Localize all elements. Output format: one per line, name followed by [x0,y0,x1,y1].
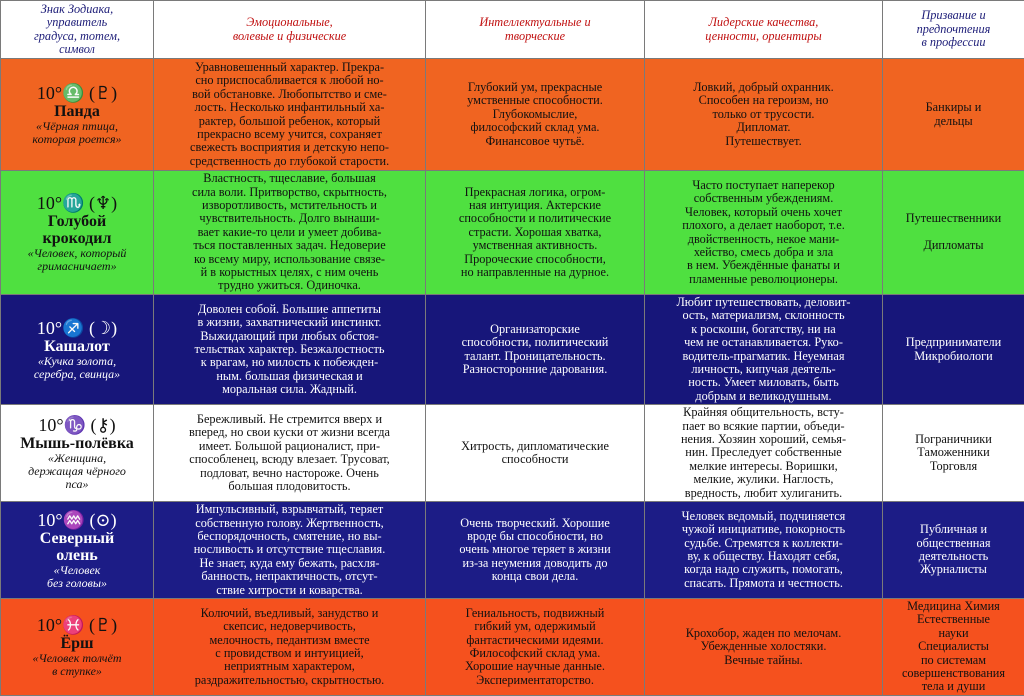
totem-symbol: «Человек без головы» [4,564,150,590]
intellectual-cell: Хитрость, дипломатические способности [426,405,645,502]
table-row [1,405,1024,502]
profession-cell: Путешественники Дипломаты [883,171,1024,295]
intellectual-cell: Очень творческий. Хорошие вроде бы способности, но очень многое теряет в жизни из-за неумения доводить до конца свои дела. [426,502,645,599]
totem-symbol: «Человек, который гримасничает» [4,247,150,273]
totem-name: Мышь-полёвка [4,435,150,452]
table-row [1,171,1024,295]
table-row [1,295,1024,405]
totem-name: Ёрш [4,635,150,652]
profession-cell: Предприниматели Микробиологи [883,295,1024,405]
totem-symbol: «Женщина, держащая чёрного пса» [4,452,150,491]
sign-cell [1,502,154,599]
table-row [1,598,1024,695]
emotional-cell: Властность, тщеславие, большая сила воли. Притворство, скрытность, изворотливость, мстительность и чувствительность. Долго вынаши- вает какие-то цели и умеет добива- ться поставленных задач. Недоверие ко всему миру, использование связе- й в корыстных целях, с ним очень трудно ужиться. Одиночка. [154,171,426,295]
header-intellectual: Интеллектуальные и творческие [426,1,645,59]
intellectual-cell: Гениальность, подвижный гибкий ум, одержимый фантастическими идеями. Философский склад ума. Хорошие научные данные. Экспериментаторство. [426,598,645,695]
emotional-cell: Доволен собой. Большие аппетиты в жизни, захватнический инстинкт. Выжидающий при любых обстоя- тельствах характер. Безжалостность к врагам, но милость к побежден- ным. большая физическая и моральная сила. Жадный. [154,295,426,405]
header-row [1,1,1024,59]
totem-name: Северный олень [4,530,150,564]
intellectual-cell: Глубокий ум, прекрасные умственные способности. Глубокомыслие, философский склад ума. Финансовое чутьё. [426,59,645,171]
degree-symbol: 10°♓ (♇) [4,615,150,635]
degree-symbol: 10°♑ (⚷) [4,415,150,435]
totem-symbol: «Кучка золота, серебра, свинца» [4,355,150,381]
profession-cell: Банкиры и дельцы [883,59,1024,171]
sign-cell [1,598,154,695]
sign-cell [1,171,154,295]
leadership-cell: Крохобор, жаден по мелочам. Убежденные холостяки. Вечные тайны. [645,598,883,695]
totem-name: Панда [4,103,150,120]
table-row [1,59,1024,171]
totem-symbol: «Чёрная птица, которая роется» [4,120,150,146]
header-leadership: Лидерские качества, ценности, ориентиры [645,1,883,59]
emotional-cell: Колючий, въедливый, занудство и скепсис, недоверчивость, мелочность, педантизм вместе с провидством и интуицией, неприятным характером, раздражительностью, скрытностью. [154,598,426,695]
leadership-cell: Ловкий, добрый охранник. Способен на героизм, но только от трусости. Дипломат. Путешествует. [645,59,883,171]
intellectual-cell: Организаторские способности, политический талант. Проницательность. Разносторонние дарования. [426,295,645,405]
table-row [1,502,1024,599]
header-emotional: Эмоциональные, волевые и физические [154,1,426,59]
sign-cell [1,59,154,171]
header-profession: Призвание и предпочтения в профессии [883,1,1024,59]
degree-symbol: 10°♎ (♇) [4,83,150,103]
leadership-cell: Человек ведомый, подчиняется чужой инициативе, покорность судьбе. Стремятся к коллекти- ву, к обществу. Находят себя, когда надо служить, помогать, спасать. Прямота и честность. [645,502,883,599]
leadership-cell: Крайняя общительность, всту- пает во всякие партии, объеди- нения. Хозяин хороший, семья- нин. Преследует собственные мелкие интересы. Воришки, мелкие, жулики. Наглость, вредность, любит хулиганить. [645,405,883,502]
sign-cell [1,295,154,405]
header-sign: Знак Зодиака, управитель градуса, тотем, символ [1,1,154,59]
totem-name: Голубой крокодил [4,213,150,247]
emotional-cell: Бережливый. Не стремится вверх и вперед, но свои куски от жизни всегда имеет. Большой рационалист, при- способленец, всюду влезает. Трусоват, подловат, вечно настороже. Очень большая плодовитость. [154,405,426,502]
totem-name: Кашалот [4,338,150,355]
emotional-cell: Импульсивный, взрывчатый, теряет собственную голову. Жертвенность, беспорядочность, смятение, но вы- носливость и отсутствие тщеславия. Не знает, куда ему бежать, расхля- банность, непрактичность, отсут- ствие хитрости и коварства. [154,502,426,599]
degree-symbol: 10°♐ (☽) [4,318,150,338]
profession-cell: Пограничники Таможенники Торговля [883,405,1024,502]
sign-cell [1,405,154,502]
degree-symbol: 10°♏ (♆) [4,193,150,213]
leadership-cell: Любит путешествовать, деловит- ость, материализм, склонность к роскоши, богатству, ни на чем не останавливается. Руко- водитель-прагматик. Неуемная личность, кипучая деятель- ность. Умеет миловать, быть добрым и великодушным. [645,295,883,405]
intellectual-cell: Прекрасная логика, огром- ная интуиция. Актерские способности и политические страсти. Хорошая хватка, умственная активность. Пророческие способности, но направленные на дурное. [426,171,645,295]
profession-cell: Публичная и общественная деятельность Журналисты [883,502,1024,599]
emotional-cell: Уравновешенный характер. Прекра- сно приспосабливается к любой но- вой обстановке. Любопытство и сме- лость. Несколько инфантильный ха- рактер, большой ребенок, который прекрасно всему учится, сохраняет свежесть восприятия и детскую непо- средственность до глубокой старости. [154,59,426,171]
degree-symbol: 10°♒ (⊙) [4,510,150,530]
profession-cell: Медицина Химия Естественные науки Специалисты по системам совершенствования тела и души [883,598,1024,695]
totem-symbol: «Человек толчёт в ступке» [4,652,150,678]
leadership-cell: Часто поступает наперекор собственным убеждениям. Человек, который очень хочет плохого, а делает наоборот, т.е. двойственность, некое мани- хейство, смесь добра и зла в нем. Убеждённые фанаты и пламенные революционеры. [645,171,883,295]
